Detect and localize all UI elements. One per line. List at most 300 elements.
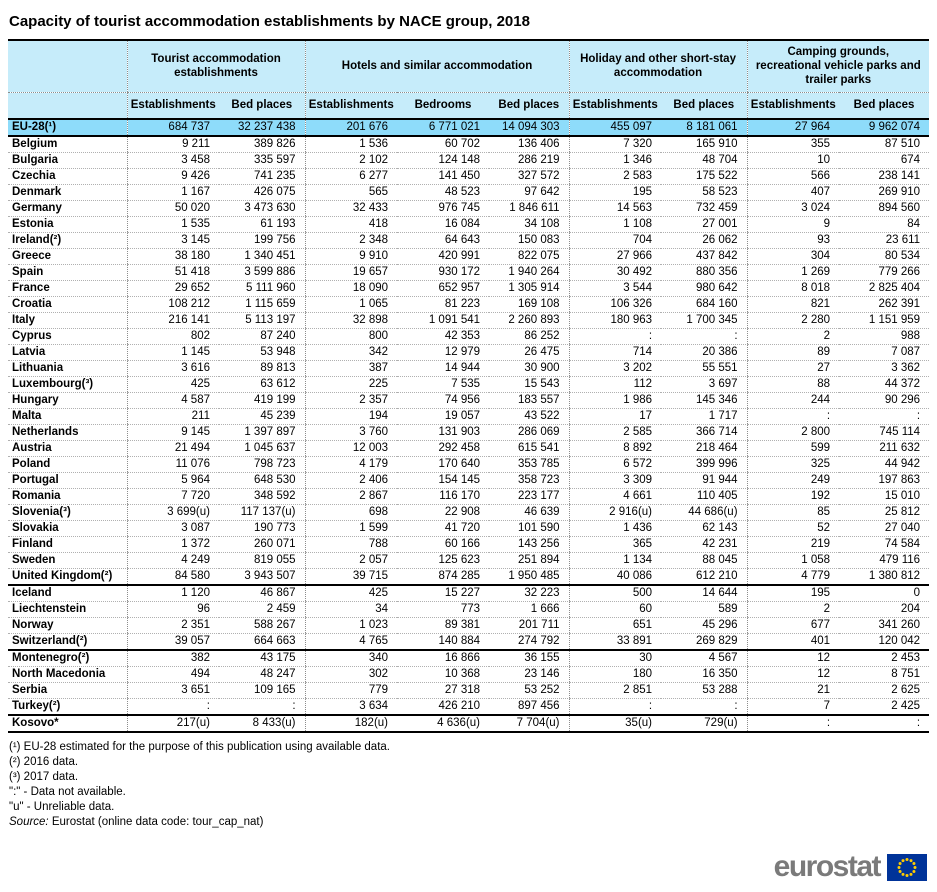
data-cell: 15 010 xyxy=(839,489,929,505)
data-cell: 93 xyxy=(747,233,839,249)
country-label: Greece xyxy=(8,249,127,265)
data-cell: : xyxy=(661,699,747,716)
data-cell: 219 xyxy=(747,537,839,553)
data-cell: 14 563 xyxy=(569,201,661,217)
data-cell: 479 116 xyxy=(839,553,929,569)
data-cell: 195 xyxy=(747,585,839,602)
data-cell: 7 087 xyxy=(839,345,929,361)
data-cell: 1 023 xyxy=(305,618,397,634)
data-cell: 124 148 xyxy=(397,153,489,169)
data-cell: 249 xyxy=(747,473,839,489)
data-cell: 652 957 xyxy=(397,281,489,297)
data-cell: 2 348 xyxy=(305,233,397,249)
data-cell: 2 583 xyxy=(569,169,661,185)
data-cell: 88 045 xyxy=(661,553,747,569)
country-label: Belgium xyxy=(8,136,127,153)
data-cell: 1 108 xyxy=(569,217,661,233)
data-cell: 1 397 897 xyxy=(219,425,305,441)
data-cell: 34 xyxy=(305,602,397,618)
country-label: Hungary xyxy=(8,393,127,409)
data-cell: 3 651 xyxy=(127,683,219,699)
data-cell: 39 715 xyxy=(305,569,397,586)
data-cell: 6 277 xyxy=(305,169,397,185)
data-cell: 84 xyxy=(839,217,929,233)
data-cell: 348 592 xyxy=(219,489,305,505)
data-cell: 2 453 xyxy=(839,650,929,667)
footnote: (³) 2017 data. xyxy=(9,771,79,783)
data-cell: 43 522 xyxy=(489,409,569,425)
data-cell: 90 296 xyxy=(839,393,929,409)
data-cell: 779 xyxy=(305,683,397,699)
data-cell: 89 381 xyxy=(397,618,489,634)
data-cell: 1 305 914 xyxy=(489,281,569,297)
table-row xyxy=(8,650,929,667)
data-cell: 420 991 xyxy=(397,249,489,265)
data-cell: 389 826 xyxy=(219,136,305,153)
data-cell: 131 903 xyxy=(397,425,489,441)
table-row xyxy=(8,393,929,409)
data-cell: 5 111 960 xyxy=(219,281,305,297)
data-cell: 10 xyxy=(747,153,839,169)
data-cell: 7 535 xyxy=(397,377,489,393)
data-cell: 3 943 507 xyxy=(219,569,305,586)
data-cell: 14 094 303 xyxy=(489,119,569,136)
data-cell: 62 143 xyxy=(661,521,747,537)
data-cell: 27 001 xyxy=(661,217,747,233)
data-cell: 9 910 xyxy=(305,249,397,265)
data-cell: 251 894 xyxy=(489,553,569,569)
column-header: Establishments xyxy=(747,92,839,119)
data-cell: 87 240 xyxy=(219,329,305,345)
table-row xyxy=(8,297,929,313)
data-cell: 741 235 xyxy=(219,169,305,185)
data-cell: 3 024 xyxy=(747,201,839,217)
data-cell: 7 704(u) xyxy=(489,715,569,732)
data-cell: 6 771 021 xyxy=(397,119,489,136)
data-cell: 38 180 xyxy=(127,249,219,265)
country-label: Spain xyxy=(8,265,127,281)
data-cell: 1 599 xyxy=(305,521,397,537)
data-cell: 244 xyxy=(747,393,839,409)
data-cell: 286 069 xyxy=(489,425,569,441)
data-cell: 26 475 xyxy=(489,345,569,361)
data-cell: 5 113 197 xyxy=(219,313,305,329)
data-cell: 494 xyxy=(127,667,219,683)
data-cell: 34 108 xyxy=(489,217,569,233)
table-row xyxy=(8,602,929,618)
capacity-table xyxy=(8,39,929,733)
data-cell: 365 xyxy=(569,537,661,553)
country-label: Montenegro(²) xyxy=(8,650,127,667)
data-cell: 43 175 xyxy=(219,650,305,667)
data-cell: 30 492 xyxy=(569,265,661,281)
country-label: Bulgaria xyxy=(8,153,127,169)
data-cell: 304 xyxy=(747,249,839,265)
data-cell: 154 145 xyxy=(397,473,489,489)
data-cell: 19 057 xyxy=(397,409,489,425)
table-row xyxy=(8,329,929,345)
data-cell: 2 459 xyxy=(219,602,305,618)
data-cell: 201 711 xyxy=(489,618,569,634)
data-cell: 145 346 xyxy=(661,393,747,409)
data-cell: 500 xyxy=(569,585,661,602)
data-cell: 32 898 xyxy=(305,313,397,329)
data-cell: 48 523 xyxy=(397,185,489,201)
table-row xyxy=(8,457,929,473)
data-cell: 698 xyxy=(305,505,397,521)
data-cell: 2 625 xyxy=(839,683,929,699)
data-cell: 1 717 xyxy=(661,409,747,425)
source-text: Eurostat (online data code: tour_cap_nat) xyxy=(48,816,264,828)
data-cell: 2 057 xyxy=(305,553,397,569)
data-cell: 1 940 264 xyxy=(489,265,569,281)
data-cell: 2 102 xyxy=(305,153,397,169)
data-cell: 426 210 xyxy=(397,699,489,716)
data-cell: : xyxy=(569,329,661,345)
data-cell: : xyxy=(747,409,839,425)
data-cell: 897 456 xyxy=(489,699,569,716)
column-header: Establishments xyxy=(305,92,397,119)
data-cell: 85 xyxy=(747,505,839,521)
eu-flag-icon xyxy=(887,854,927,881)
country-label: North Macedonia xyxy=(8,667,127,683)
data-cell: 23 146 xyxy=(489,667,569,683)
data-cell: 89 xyxy=(747,345,839,361)
table-row xyxy=(8,699,929,716)
data-cell: 180 963 xyxy=(569,313,661,329)
data-cell: 44 942 xyxy=(839,457,929,473)
data-cell: 7 720 xyxy=(127,489,219,505)
data-cell: 274 792 xyxy=(489,634,569,651)
data-cell: 11 076 xyxy=(127,457,219,473)
data-cell: 425 xyxy=(127,377,219,393)
data-cell: 1 269 xyxy=(747,265,839,281)
data-cell: 1 380 812 xyxy=(839,569,929,586)
data-cell: 419 199 xyxy=(219,393,305,409)
data-cell: 225 xyxy=(305,377,397,393)
table-row xyxy=(8,153,929,169)
data-cell: 192 xyxy=(747,489,839,505)
data-cell: 802 xyxy=(127,329,219,345)
data-cell: 143 256 xyxy=(489,537,569,553)
eurostat-logo-text: eurostat xyxy=(773,850,880,883)
data-cell: 101 590 xyxy=(489,521,569,537)
data-cell: 3 362 xyxy=(839,361,929,377)
data-cell: 648 530 xyxy=(219,473,305,489)
data-cell: 9 145 xyxy=(127,425,219,441)
data-cell: 16 866 xyxy=(397,650,489,667)
data-cell: 91 944 xyxy=(661,473,747,489)
data-cell: 3 699(u) xyxy=(127,505,219,521)
country-label: Ireland(²) xyxy=(8,233,127,249)
data-cell: 55 551 xyxy=(661,361,747,377)
table-row xyxy=(8,505,929,521)
table-row xyxy=(8,489,929,505)
data-cell: 61 193 xyxy=(219,217,305,233)
table-row xyxy=(8,715,929,732)
data-cell: 599 xyxy=(747,441,839,457)
data-cell: 42 231 xyxy=(661,537,747,553)
data-cell: 25 812 xyxy=(839,505,929,521)
corner-cell xyxy=(8,40,127,92)
data-cell: 63 612 xyxy=(219,377,305,393)
data-cell: 74 584 xyxy=(839,537,929,553)
country-label: Finland xyxy=(8,537,127,553)
country-label: Poland xyxy=(8,457,127,473)
data-cell: 342 xyxy=(305,345,397,361)
data-cell: 3 634 xyxy=(305,699,397,716)
data-cell: 42 353 xyxy=(397,329,489,345)
data-cell: 150 083 xyxy=(489,233,569,249)
data-cell: 9 xyxy=(747,217,839,233)
group-header-row xyxy=(8,40,929,92)
data-cell: 88 xyxy=(747,377,839,393)
data-cell: 7 320 xyxy=(569,136,661,153)
table-row xyxy=(8,345,929,361)
country-label: Portugal xyxy=(8,473,127,489)
page-title: Capacity of tourist accommodation establishments by NACE group, 2018 xyxy=(9,13,530,30)
data-cell: 589 xyxy=(661,602,747,618)
country-label: Switzerland(²) xyxy=(8,634,127,651)
data-cell: 182(u) xyxy=(305,715,397,732)
data-cell: 5 964 xyxy=(127,473,219,489)
data-cell: 46 639 xyxy=(489,505,569,521)
table-row xyxy=(8,569,929,586)
data-cell: 9 426 xyxy=(127,169,219,185)
data-cell: 565 xyxy=(305,185,397,201)
country-label: Lithuania xyxy=(8,361,127,377)
group-header: Camping grounds, recreational vehicle parks and trailer parks xyxy=(747,40,929,92)
country-label: Germany xyxy=(8,201,127,217)
country-label: Netherlands xyxy=(8,425,127,441)
data-cell: 1 346 xyxy=(569,153,661,169)
footnote: ":" - Data not available. xyxy=(9,786,126,798)
data-cell: 894 560 xyxy=(839,201,929,217)
footnotes xyxy=(9,740,937,830)
table-row xyxy=(8,634,929,651)
data-cell: 8 892 xyxy=(569,441,661,457)
column-header: Establishments xyxy=(569,92,661,119)
data-cell: 1 045 637 xyxy=(219,441,305,457)
data-cell: 33 891 xyxy=(569,634,661,651)
data-cell: 1 846 611 xyxy=(489,201,569,217)
data-cell: 2 916(u) xyxy=(569,505,661,521)
data-cell: 190 773 xyxy=(219,521,305,537)
data-cell: 48 704 xyxy=(661,153,747,169)
data-cell: 729(u) xyxy=(661,715,747,732)
data-cell: 27 318 xyxy=(397,683,489,699)
data-cell: 3 599 886 xyxy=(219,265,305,281)
table-row xyxy=(8,377,929,393)
data-cell: 32 223 xyxy=(489,585,569,602)
data-cell: 14 944 xyxy=(397,361,489,377)
data-cell: 684 160 xyxy=(661,297,747,313)
data-cell: 117 137(u) xyxy=(219,505,305,521)
country-label: Serbia xyxy=(8,683,127,699)
data-cell: 26 062 xyxy=(661,233,747,249)
table-row xyxy=(8,249,929,265)
data-cell: 358 723 xyxy=(489,473,569,489)
data-cell: 930 172 xyxy=(397,265,489,281)
data-cell: 612 210 xyxy=(661,569,747,586)
data-cell: 80 534 xyxy=(839,249,929,265)
table-row xyxy=(8,618,929,634)
data-cell: 216 141 xyxy=(127,313,219,329)
data-cell: 96 xyxy=(127,602,219,618)
data-cell: 399 996 xyxy=(661,457,747,473)
data-cell: 39 057 xyxy=(127,634,219,651)
data-cell: 822 075 xyxy=(489,249,569,265)
data-cell: 112 xyxy=(569,377,661,393)
data-cell: 980 642 xyxy=(661,281,747,297)
data-cell: 46 867 xyxy=(219,585,305,602)
data-cell: 41 720 xyxy=(397,521,489,537)
data-cell: 4 661 xyxy=(569,489,661,505)
data-cell: 22 908 xyxy=(397,505,489,521)
data-cell: 64 643 xyxy=(397,233,489,249)
data-cell: 18 090 xyxy=(305,281,397,297)
data-cell: 10 368 xyxy=(397,667,489,683)
data-cell: 175 522 xyxy=(661,169,747,185)
data-cell: 238 141 xyxy=(839,169,929,185)
group-header: Tourist accommodation establishments xyxy=(127,40,305,92)
data-cell: 7 xyxy=(747,699,839,716)
data-cell: 180 xyxy=(569,667,661,683)
data-cell: 1 115 659 xyxy=(219,297,305,313)
data-cell: 169 108 xyxy=(489,297,569,313)
data-cell: 15 227 xyxy=(397,585,489,602)
data-cell: 269 829 xyxy=(661,634,747,651)
data-cell: 2 825 404 xyxy=(839,281,929,297)
data-cell: : xyxy=(569,699,661,716)
data-cell: 1 535 xyxy=(127,217,219,233)
data-cell: 1 058 xyxy=(747,553,839,569)
data-cell: 32 237 438 xyxy=(219,119,305,136)
data-cell: 1 120 xyxy=(127,585,219,602)
data-cell: 30 xyxy=(569,650,661,667)
data-cell: 1 167 xyxy=(127,185,219,201)
table-body xyxy=(8,119,929,732)
data-cell: 217(u) xyxy=(127,715,219,732)
data-cell: 3 544 xyxy=(569,281,661,297)
data-cell: 684 737 xyxy=(127,119,219,136)
data-cell: 773 xyxy=(397,602,489,618)
footnote: (²) 2016 data. xyxy=(9,756,79,768)
data-cell: 9 962 074 xyxy=(839,119,929,136)
data-cell: 262 391 xyxy=(839,297,929,313)
corner-cell xyxy=(8,92,127,119)
data-cell: : xyxy=(839,715,929,732)
table-row xyxy=(8,281,929,297)
data-cell: 588 267 xyxy=(219,618,305,634)
data-cell: 988 xyxy=(839,329,929,345)
data-cell: 53 948 xyxy=(219,345,305,361)
data-cell: 4 636(u) xyxy=(397,715,489,732)
source-line xyxy=(9,815,937,830)
data-cell: 615 541 xyxy=(489,441,569,457)
data-cell: 407 xyxy=(747,185,839,201)
data-cell: 340 xyxy=(305,650,397,667)
country-label: Liechtenstein xyxy=(8,602,127,618)
table-row xyxy=(8,265,929,281)
data-cell: 819 055 xyxy=(219,553,305,569)
data-cell: 86 252 xyxy=(489,329,569,345)
data-cell: 302 xyxy=(305,667,397,683)
data-cell: 341 260 xyxy=(839,618,929,634)
data-cell: 197 863 xyxy=(839,473,929,489)
data-cell: 353 785 xyxy=(489,457,569,473)
data-cell: 732 459 xyxy=(661,201,747,217)
country-label: Italy xyxy=(8,313,127,329)
data-cell: : xyxy=(839,409,929,425)
data-cell: 1 091 541 xyxy=(397,313,489,329)
data-cell: 425 xyxy=(305,585,397,602)
country-label: Iceland xyxy=(8,585,127,602)
data-cell: 880 356 xyxy=(661,265,747,281)
table-row xyxy=(8,667,929,683)
data-cell: 87 510 xyxy=(839,136,929,153)
data-cell: 50 020 xyxy=(127,201,219,217)
data-cell: 2 851 xyxy=(569,683,661,699)
data-cell: 201 676 xyxy=(305,119,397,136)
data-cell: 2 351 xyxy=(127,618,219,634)
data-cell: 664 663 xyxy=(219,634,305,651)
data-cell: 3 760 xyxy=(305,425,397,441)
data-cell: 382 xyxy=(127,650,219,667)
data-cell: 74 956 xyxy=(397,393,489,409)
data-cell: 325 xyxy=(747,457,839,473)
data-cell: 437 842 xyxy=(661,249,747,265)
country-label: Estonia xyxy=(8,217,127,233)
source-label: Source: xyxy=(9,816,49,828)
table-row xyxy=(8,537,929,553)
data-cell: : xyxy=(747,715,839,732)
data-cell: 335 597 xyxy=(219,153,305,169)
data-cell: 204 xyxy=(839,602,929,618)
data-cell: 109 165 xyxy=(219,683,305,699)
data-cell: 2 xyxy=(747,602,839,618)
column-header: Bedrooms xyxy=(397,92,489,119)
data-cell: 19 657 xyxy=(305,265,397,281)
column-header: Bed places xyxy=(839,92,929,119)
data-cell: 170 640 xyxy=(397,457,489,473)
data-cell: 0 xyxy=(839,585,929,602)
data-cell: 3 697 xyxy=(661,377,747,393)
data-cell: 45 239 xyxy=(219,409,305,425)
data-cell: 8 018 xyxy=(747,281,839,297)
table-row xyxy=(8,425,929,441)
data-cell: 35(u) xyxy=(569,715,661,732)
column-header: Bed places xyxy=(219,92,305,119)
data-cell: 1 145 xyxy=(127,345,219,361)
data-cell: 12 979 xyxy=(397,345,489,361)
country-label: Slovenia(³) xyxy=(8,505,127,521)
column-header: Bed places xyxy=(489,92,569,119)
data-cell: 27 040 xyxy=(839,521,929,537)
data-cell: 199 756 xyxy=(219,233,305,249)
data-cell: 286 219 xyxy=(489,153,569,169)
data-cell: 44 372 xyxy=(839,377,929,393)
data-cell: 4 567 xyxy=(661,650,747,667)
data-cell: 4 587 xyxy=(127,393,219,409)
data-cell: 788 xyxy=(305,537,397,553)
data-cell: 48 247 xyxy=(219,667,305,683)
data-cell: 2 xyxy=(747,329,839,345)
data-cell: 651 xyxy=(569,618,661,634)
data-cell: 3 145 xyxy=(127,233,219,249)
data-cell: 269 910 xyxy=(839,185,929,201)
data-cell: 401 xyxy=(747,634,839,651)
